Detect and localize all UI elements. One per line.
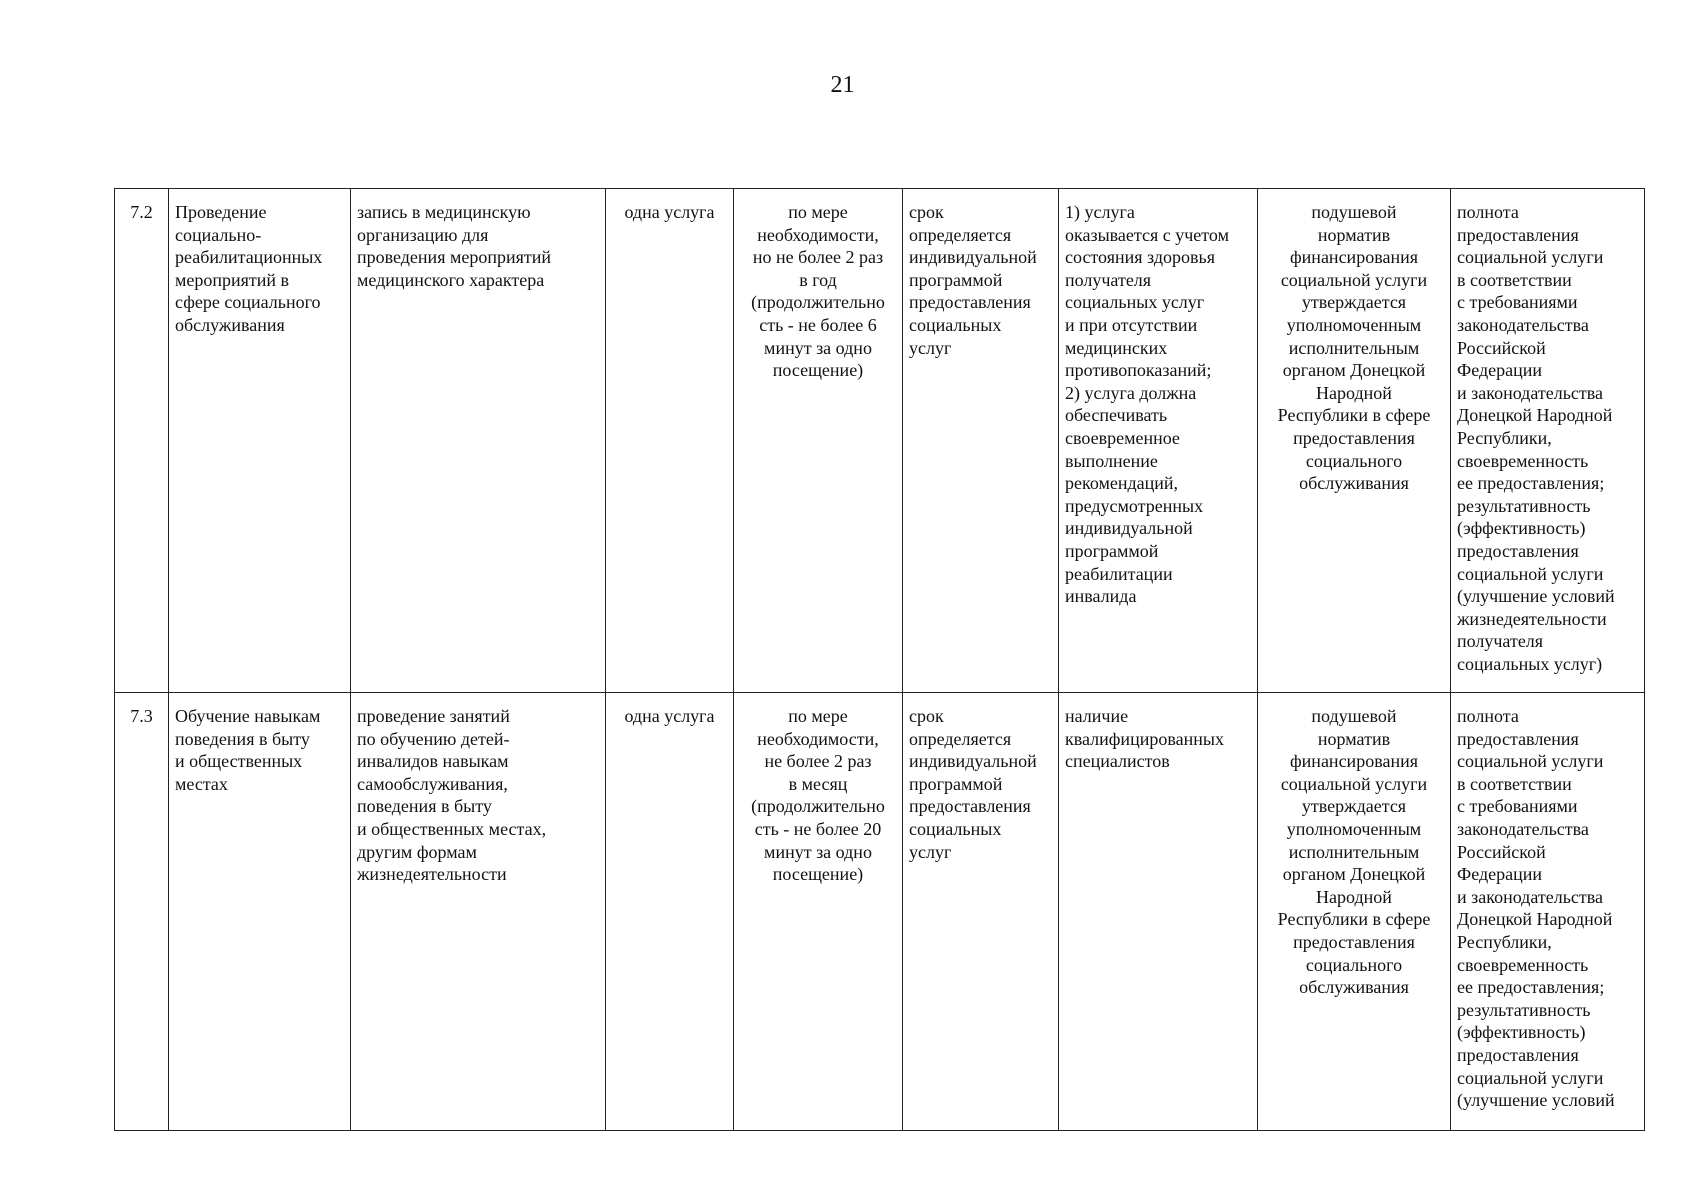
table-row — [115, 693, 1645, 1131]
service-conditions-cell — [1059, 189, 1258, 693]
service-name: Обучение навыкам поведения в быту и общественных местах — [175, 706, 321, 794]
service-unit: одна услуга — [624, 202, 715, 222]
service-term: срок определяется индивидуальной программой предоставления социальных услуг — [909, 202, 1037, 358]
row-number: 7.3 — [130, 706, 153, 726]
service-frequency-cell — [734, 693, 903, 1131]
service-term: срок определяется индивидуальной программой предоставления социальных услуг — [909, 706, 1037, 862]
service-description: проведение занятий по обучению детей- инвалидов навыкам самообслуживания, поведения в быту и общественных местах, другим формам жизнедеятельности — [357, 706, 547, 885]
service-quality: полнота предоставления социальной услуги в соответствии с требованиями законодательства Российской Федерации и законодательства Донецкой Народной Республики, своевременность ее предоставления; результативность (эффективность) предоставления социальной услуги (улучшение условий жизнедеятельности получателя социальных услуг) — [1457, 202, 1615, 674]
service-unit-cell — [606, 693, 734, 1131]
service-conditions: наличие квалифицированных специалистов — [1065, 706, 1224, 772]
service-frequency: по мере необходимости, не более 2 раз в месяц (продолжительно сть - не более 20 минут за одно посещение) — [751, 706, 885, 885]
service-description-cell — [351, 693, 606, 1131]
service-term-cell — [903, 189, 1059, 693]
services-table — [114, 188, 1645, 1131]
row-number-cell — [115, 189, 169, 693]
service-frequency: по мере необходимости, но не более 2 раз в год (продолжительно сть - не более 6 минут за одно посещение) — [751, 202, 885, 381]
row-number-cell — [115, 693, 169, 1131]
service-unit-cell — [606, 189, 734, 693]
service-quality-cell — [1451, 189, 1645, 693]
service-name: Проведение социально- реабилитационных мероприятий в сфере социального обслуживания — [175, 202, 323, 335]
service-frequency-cell — [734, 189, 903, 693]
service-financing-cell — [1258, 189, 1451, 693]
service-name-cell — [169, 693, 351, 1131]
table-row — [115, 189, 1645, 693]
service-unit: одна услуга — [624, 706, 715, 726]
service-quality: полнота предоставления социальной услуги в соответствии с требованиями законодательства Российской Федерации и законодательства Донецкой Народной Республики, своевременность ее предоставления; результативность (эффективность) предоставления социальной услуги (улучшение условий — [1457, 706, 1615, 1111]
service-description-cell — [351, 189, 606, 693]
page-number: 21 — [830, 72, 855, 98]
service-name-cell — [169, 189, 351, 693]
service-conditions-cell — [1059, 693, 1258, 1131]
service-financing: подушевой норматив финансирования социальной услуги утверждается уполномоченным исполнительным органом Донецкой Народной Республики в сфере предоставления социального обслуживания — [1277, 202, 1431, 494]
service-quality-cell — [1451, 693, 1645, 1131]
service-description: запись в медицинскую организацию для проведения мероприятий медицинского характера — [357, 202, 552, 290]
service-financing-cell — [1258, 693, 1451, 1131]
service-term-cell — [903, 693, 1059, 1131]
row-number: 7.2 — [130, 202, 153, 222]
service-conditions: 1) услуга оказывается с учетом состояния здоровья получателя социальных услуг и при отсутствии медицинских противопоказаний; 2) услуга должна обеспечивать своевременное выполнение рекомендаций, предусмотренных индивидуальной программой реабилитации инвалида — [1065, 202, 1229, 607]
service-financing: подушевой норматив финансирования социальной услуги утверждается уполномоченным исполнительным органом Донецкой Народной Республики в сфере предоставления социального обслуживания — [1277, 706, 1431, 998]
